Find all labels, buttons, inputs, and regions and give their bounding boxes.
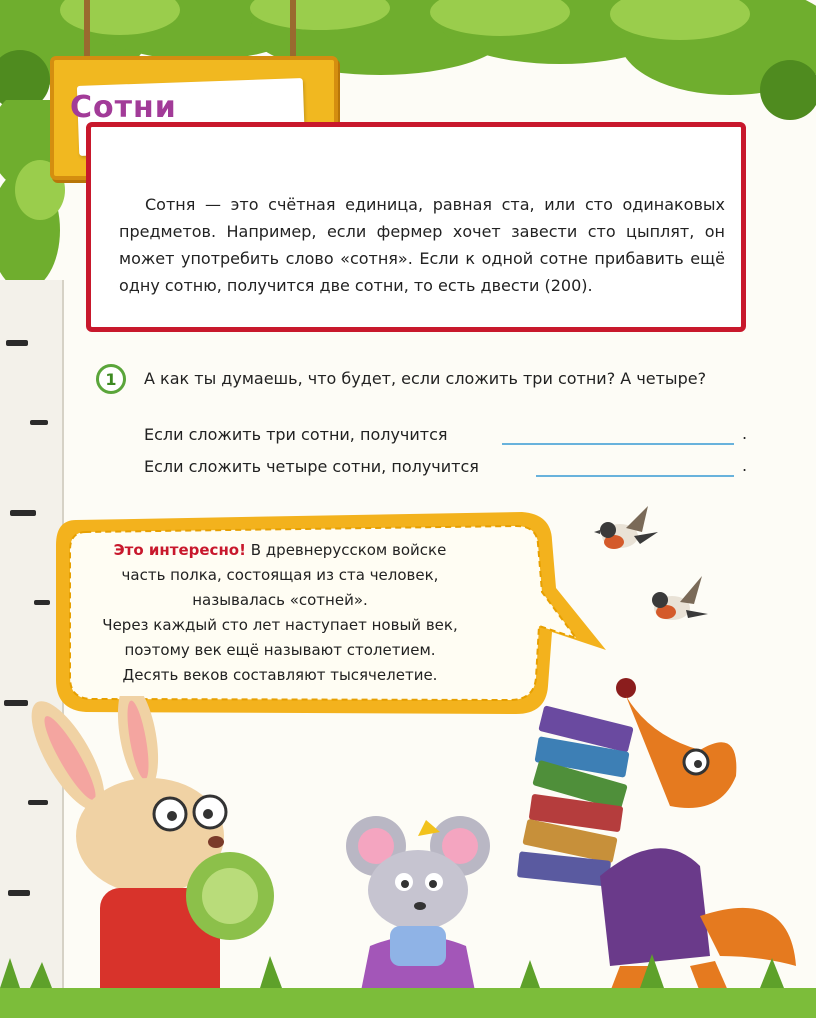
fact-line-2: часть полка, состоящая из ста человек, <box>121 566 439 584</box>
fact-heading: Это интересно! <box>113 541 246 559</box>
answer-1-label: Если сложить три сотни, получится <box>144 425 448 444</box>
fact-line-1: В древнерусском войске <box>250 541 447 559</box>
fact-text <box>70 538 490 688</box>
definition-box <box>86 122 746 332</box>
bird-illustration-1 <box>586 502 660 560</box>
answer-2-label: Если сложить четыре сотни, получится <box>144 457 479 476</box>
answer-1-period: . <box>742 424 748 443</box>
sign-rope-left <box>84 0 90 60</box>
task-number-badge: 1 <box>96 364 126 394</box>
sign-rope-right <box>290 0 296 60</box>
grass-illustration <box>0 948 816 1018</box>
fact-line-3: называлась «сотней». <box>192 591 368 609</box>
bird-illustration-2 <box>636 574 710 630</box>
page-title: Сотни <box>70 90 177 125</box>
fact-line-6: Десять веков составляют тысячелетие. <box>122 666 438 684</box>
fact-line-4: Через каждый сто лет наступает новый век, <box>102 616 458 634</box>
task-question: А как ты думаешь, что будет, если сложить три сотни? А четыре? <box>144 369 707 388</box>
definition-text: Сотня — это счётная единица, равная ста, или сто одинаковых предметов. Например, если фермер хочет завести сто цыплят, он может употребить слово «сотня». Если к одной сотне прибавить ещё одну сотню, получится две сотни, то есть двести (200). <box>119 195 725 295</box>
answer-2-period: . <box>742 456 748 475</box>
fact-line-5: поэтому век ещё называют столетием. <box>124 641 436 659</box>
answer-2-field[interactable] <box>536 475 734 477</box>
answer-1-field[interactable] <box>502 443 734 445</box>
